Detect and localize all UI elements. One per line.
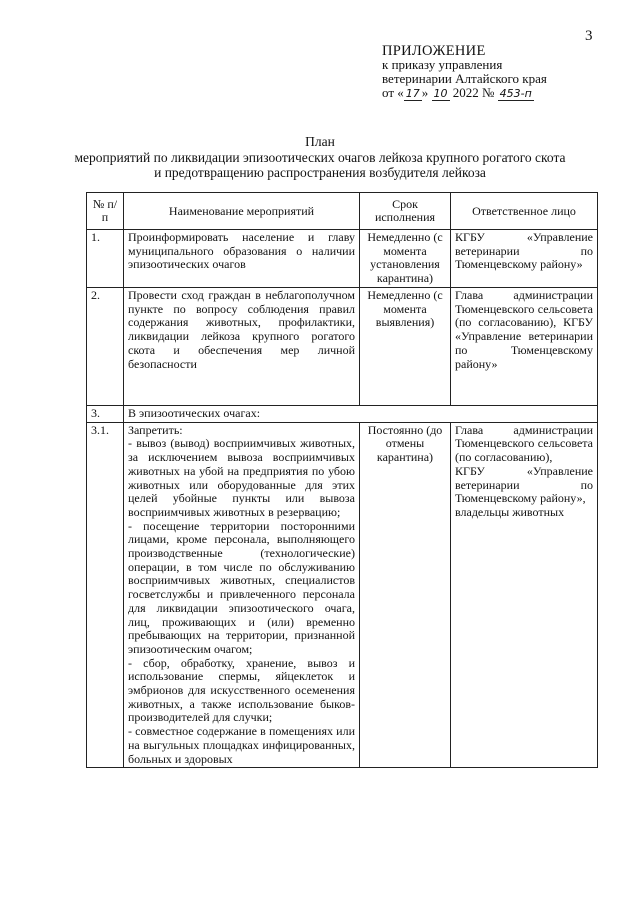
activity-bullet: - сбор, обработку, хранение, вывоз и использование спермы, яйцеклеток и эмбрионов для искусственного осеменения животных, а также использование быков-производителей для случки;	[128, 655, 355, 725]
appendix-header	[382, 44, 547, 101]
header-resp: Ответственное лицо	[451, 193, 598, 230]
table-section-row	[87, 406, 598, 423]
table-row	[87, 288, 598, 406]
page-number: 3	[585, 28, 593, 44]
appendix-title: ПРИЛОЖЕНИЕ	[382, 43, 486, 59]
activity-bullet: - вывоз (вывод) восприимчивых животных, за исключением вывоза восприимчивых животных на убой на предприятия по убою животных или оборудованные для этих целей убойные пункты или вывоза восприимчивых животных в резервацию;	[128, 436, 355, 519]
row-number: 3.	[87, 406, 124, 423]
row-number: 3.1.	[87, 422, 124, 768]
row-responsible: КГБУ «Управление ветеринарии по Тюменцевскому району»	[451, 230, 598, 288]
appendix-date-line	[382, 86, 547, 101]
activity-bullet: - совместное содержание в помещениях или на выгульных площадках инфицированных, больных и здоровых	[128, 724, 355, 766]
row-responsible: Глава администрации Тюменцевского сельсовета (по согласованию), КГБУ «Управление ветеринарии по Тюменцевскому району»	[451, 288, 598, 406]
row-number: 2.	[87, 288, 124, 406]
row-term: Постоянно (до отмены карантина)	[360, 422, 451, 768]
date-month: 10	[433, 87, 448, 100]
date-year: 2022 №	[452, 85, 495, 100]
row-term: Немедленно (с момента выявления)	[360, 288, 451, 406]
row-responsible	[451, 422, 598, 768]
plan-subtitle-1: мероприятий по ликвидации эпизоотических очагов лейкоза крупного рогатого скота	[74, 149, 566, 165]
date-mid: »	[421, 85, 429, 100]
responsible-line: Глава администрации Тюменцевского сельсовета (по согласованию),	[455, 422, 593, 465]
row-activity	[124, 422, 360, 768]
plan-table	[86, 192, 598, 768]
plan-title-block	[60, 134, 580, 181]
date-day: 17	[405, 87, 420, 100]
row-activity: Провести сход граждан в неблагополучном пункте по вопросу соблюдения правил содержания животных, профилактики, ликвидации лейкоза крупного рогатого скота и обеспечения мер личной безопасности	[124, 288, 360, 406]
row-term: Немедленно (с момента установления карантина)	[360, 230, 451, 288]
row-number: 1.	[87, 230, 124, 288]
plan-title: План	[305, 134, 335, 149]
responsible-line: владельцы животных	[455, 504, 565, 519]
header-name: Наименование мероприятий	[124, 193, 360, 230]
responsible-line: КГБУ «Управление ветеринарии по Тюменцевскому району»,	[455, 463, 593, 506]
appendix-line-1: к приказу управления	[382, 57, 503, 72]
header-term: Срок исполнения	[360, 193, 451, 230]
row-activity: Проинформировать население и главу муниципального образования о наличии эпизоотических очагов	[124, 230, 360, 288]
activity-bullet: - посещение территории посторонними лицами, кроме персонала, выполняющего производственные (технологические) операции, в том числе по обслуживанию восприимчивых животных, специалистов госветслужбы и привлеченного персонала для ликвидации эпизоотического очага, лиц, проживающих и (или) временно пребывающих на территории, признанной эпизоотическим очагом;	[128, 518, 355, 656]
order-number: 453-п	[499, 87, 532, 100]
plan-subtitle-2: и предотвращению распространения возбудителя лейкоза	[154, 165, 486, 180]
appendix-line-2: ветеринарии Алтайского края	[382, 71, 547, 86]
date-prefix: от «	[382, 85, 404, 100]
table-header-row	[87, 193, 598, 230]
section-title: В эпизоотических очагах:	[124, 406, 598, 423]
table-row	[87, 230, 598, 288]
header-num: № п/п	[87, 193, 124, 230]
table-row	[87, 422, 598, 768]
activity-intro: Запретить:	[128, 422, 183, 437]
